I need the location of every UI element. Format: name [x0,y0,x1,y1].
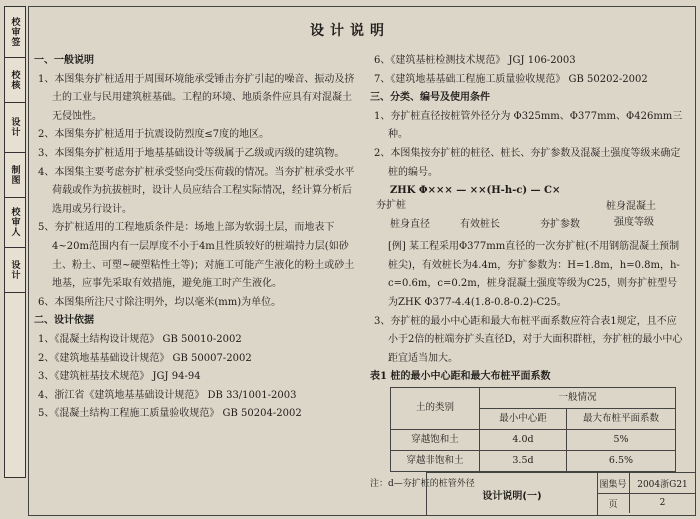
paragraph: 一、一般说明 [34,55,94,66]
sidebar-cell: 制图 [5,152,25,198]
table-header: 土的类别 [391,387,480,429]
table-row [391,429,676,450]
paragraph: 3、夯扩桩的最小中心距和最大布桩平面系数应符合表1规定，且不应小于2倍的桩端夯扩头直径D，对于大面积群桩，夯扩桩的最小中心距宜适当加大。 [374,315,683,364]
label-concrete: 桩身混凝土 [606,201,656,213]
table-cell: 4.0d [480,429,567,450]
table-header: 一般情况 [480,387,676,408]
sidebar-cell: 校审人 [5,197,25,248]
right-column [370,52,686,494]
signature-sidebar [4,6,26,478]
table-cell: 穿越非饱和土 [391,450,480,471]
label-pile: 夯扩桩 [376,200,406,212]
paragraph: 6、《建筑基桩检测技术规范》 JGJ 106-2003 [374,55,576,66]
atlas-number-row [597,473,695,494]
label-diameter: 桩身直径 [390,219,430,231]
code-format: ZHK Φ××× — ××(H-h-c) — C× [390,185,561,197]
table-cell: 穿越饱和土 [391,429,480,450]
paragraph: 1、本图集夯扩桩适用于周围环境能承受锤击夯扩引起的噪音、振动及挤土的工业与民用建筑桩基础。工程的环境、地质条件应具有对混凝土无侵蚀性。 [38,73,355,122]
sidebar-cell: 设计 [5,247,25,293]
paragraph: [例] 某工程采用Φ377mm直径的一次夯扩桩(不用钢筋混凝土预制桩尖)，有效桩长为4.4m，夯扩参数为：H=1.8m，h=0.8m，h-c=0.6m，c=0.2m，桩身混凝土强度等级为C25，则夯扩桩型号为ZHK Φ377-4.4(1.8-0.8-0.2)-C25。 [388,241,680,308]
label-params: 夯扩参数 [540,219,580,231]
label-grade: 强度等级 [614,217,654,229]
page-label: 页 [597,493,630,513]
table-cell: 5% [567,429,676,450]
table-header: 最小中心距 [480,408,567,429]
paragraph: 2、本图集夯扩桩适用于抗震设防烈度≤7度的地区。 [38,129,270,141]
sidebar-cell: 设计 [5,102,25,153]
numbering-diagram [370,182,686,238]
sidebar-cell: 校核 [5,57,25,103]
sidebar-cell: 校审签 [5,7,25,58]
sheet-name: 设计说明(一) [427,473,598,515]
paragraph: 二、设计依据 [34,315,94,327]
page-value: 2 [659,498,666,508]
table-header: 最大布桩平面系数 [567,408,676,429]
paragraph: 7、《建筑地基基础工程施工质量验收规范》 GB 50202-2002 [374,73,648,85]
paragraph: 2、《建筑地基基础设计规范》 GB 50007-2002 [38,352,252,364]
table-cell: 6.5% [567,450,676,471]
paragraph: 3、《建筑桩基技术规范》 JGJ 94-94 [38,371,201,383]
paragraph: 4、本图集主要考虑夯扩桩承受竖向受压荷载的情况。当夯扩桩承受水平荷载或作为抗拔桩时，设计人员应结合工程实际情况，经计算分析后选用或另行设计。 [38,166,355,215]
paragraph: 1、《混凝土结构设计规范》 GB 50010-2002 [38,333,242,345]
paragraph: 三、分类、编号及使用条件 [370,92,490,104]
paragraph: 2、本图集按夯扩桩的桩径、桩长、夯扩参数及混凝土强度等级来确定桩的编号。 [374,147,681,178]
title-block [426,472,695,515]
spacing-table [390,387,676,472]
paragraph: 5、《混凝土结构工程施工质量验收规范》 GB 50204-2002 [38,408,302,420]
page-row [597,493,695,513]
paragraph: 6、本图集所注尺寸除注明外，均以毫米(mm)为单位。 [38,296,282,308]
paragraph: 5、夯扩桩适用的工程地质条件是：场地上部为软弱土层，而地表下4~20m范围内有一层厚度不小于4m且性质较好的桩端持力层(如砂土、粉土、可塑~硬塑粘性土等)；对施工可能产生液化的粉土或砂土地基，应事先采取有效措施，避免施工时产生液化。 [38,222,355,290]
paragraph: 3、本图集夯扩桩适用于地基基础设计等级属于乙级或丙级的建筑物。 [38,147,345,159]
table-row [391,450,676,471]
left-column [34,52,360,424]
table-cell: 3.5d [480,450,567,471]
table-caption: 表1 桩的最小中心距和最大布桩平面系数 [370,371,551,383]
paragraph: 1、夯扩桩直径按桩管外径分为 Φ325mm、Φ377mm、Φ426mm三种。 [374,110,683,141]
label-length: 有效桩长 [460,219,500,231]
atlas-number-value: 2004浙G21 [637,479,688,490]
page-title: 设计说明 [310,23,390,39]
paragraph: 4、浙江省《建筑地基基础设计规范》 DB 33/1001-2003 [38,389,297,401]
atlas-number-label: 图集号 [597,473,630,493]
table-note: 注：d—夯扩桩的桩管外径 [370,478,475,489]
